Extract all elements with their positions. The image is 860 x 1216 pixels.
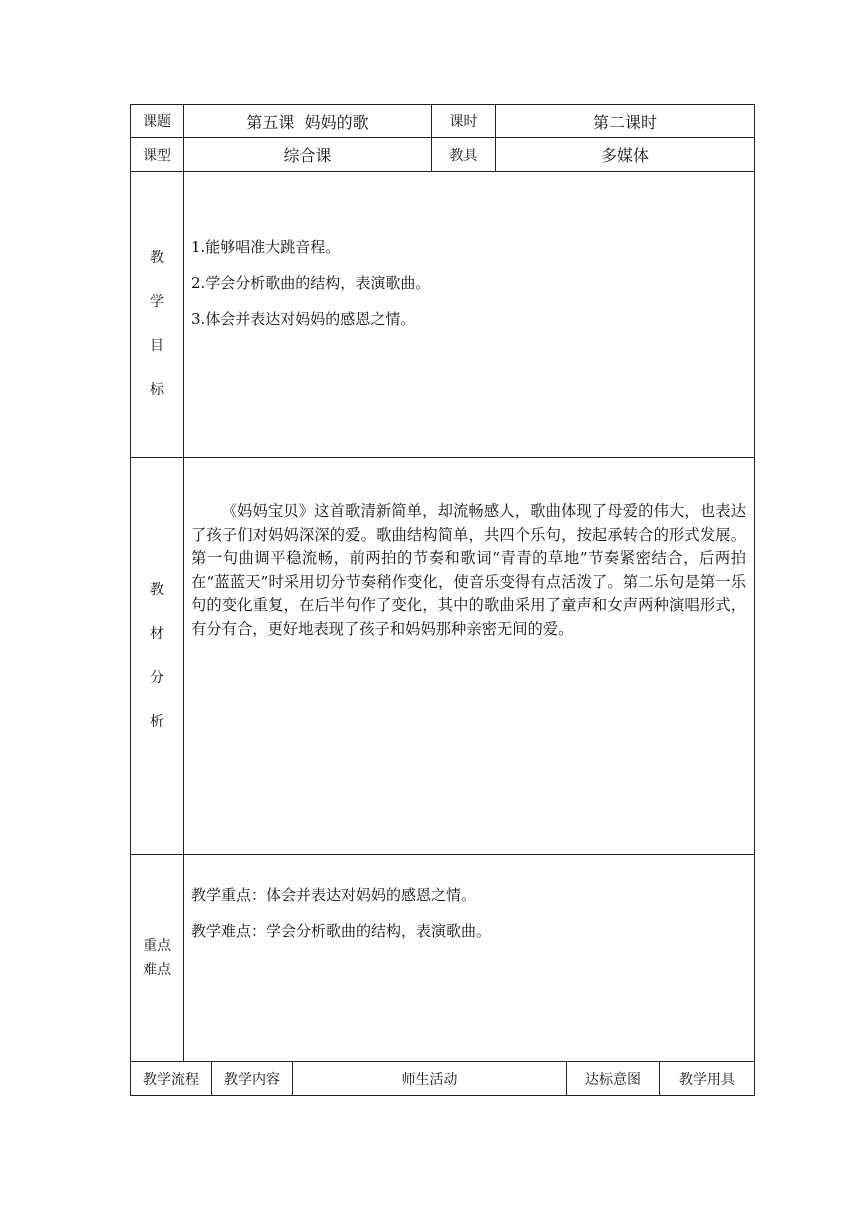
material-label-char: 材 xyxy=(150,626,164,642)
objective-item: 2.学会分析歌曲的结构，表演歌曲。 xyxy=(191,274,431,292)
type-value: 综合课 xyxy=(283,146,332,165)
key-points-label-line: 难点 xyxy=(143,962,171,978)
footer-col-activities: 师生活动 xyxy=(401,1071,458,1088)
objectives-label-char: 教 xyxy=(150,250,164,266)
table-row-divider xyxy=(130,854,755,855)
material-analysis-text: 《妈妈宝贝》这首歌清新简单，却流畅感人，歌曲体现了母爱的伟大，也表达了孩子们对妈妈深深的爱。歌曲结构简单，共四个乐句，按起承转合的形式发展。第一句曲调平稳流畅，前两拍的节奏和歌词“青青的草地”节奏紧密结合，后两拍在“蓝蓝天”时采用切分节奏稍作变化，使音乐变得有点活泼了。第二乐句是第一乐句的变化重复，在后半句作了变化，其中的歌曲采用了童声和女声两种演唱形式，有分有合，更好地表现了孩子和妈妈那种亲密无间的爱。 xyxy=(191,502,746,638)
objectives-label xyxy=(131,236,183,412)
material-label-char: 分 xyxy=(150,670,164,686)
objectives-label-char: 目 xyxy=(150,338,164,354)
key-points-label xyxy=(131,934,183,982)
table-row-divider xyxy=(130,457,755,458)
type-label: 课型 xyxy=(143,147,171,164)
key-point-item: 教学难点：学会分析歌曲的结构，表演歌曲。 xyxy=(191,922,492,940)
material-label-char: 教 xyxy=(150,582,164,598)
objectives-label-char: 标 xyxy=(150,382,164,398)
objectives-label-char: 学 xyxy=(150,294,164,310)
aids-label: 教具 xyxy=(449,147,478,164)
key-points-label-line: 重点 xyxy=(143,938,171,954)
objective-item: 3.体会并表达对妈妈的感恩之情。 xyxy=(191,310,416,328)
lesson-title-value: 第五课 妈妈的歌 xyxy=(246,112,369,132)
period-value: 第二课时 xyxy=(592,112,657,132)
lesson-title-label: 课题 xyxy=(143,114,171,130)
footer-col-content: 教学内容 xyxy=(224,1071,280,1088)
period-label: 课时 xyxy=(449,114,478,130)
column-divider xyxy=(183,104,184,1061)
key-point-item: 教学重点：体会并表达对妈妈的感恩之情。 xyxy=(191,886,477,904)
table-border-bottom xyxy=(130,1095,755,1096)
footer-col-process: 教学流程 xyxy=(143,1071,199,1088)
material-label-char: 析 xyxy=(150,714,164,730)
objectives-list xyxy=(191,229,746,337)
key-points-list xyxy=(191,877,746,949)
table-border-right xyxy=(754,104,755,1096)
footer-col-tools: 教学用具 xyxy=(679,1071,735,1088)
material-analysis xyxy=(191,500,746,641)
material-label xyxy=(131,568,183,744)
table-row-divider xyxy=(130,171,755,172)
footer-col-intent: 达标意图 xyxy=(585,1071,641,1088)
aids-value: 多媒体 xyxy=(600,146,649,165)
objective-item: 1.能够唱准大跳音程。 xyxy=(191,238,341,256)
